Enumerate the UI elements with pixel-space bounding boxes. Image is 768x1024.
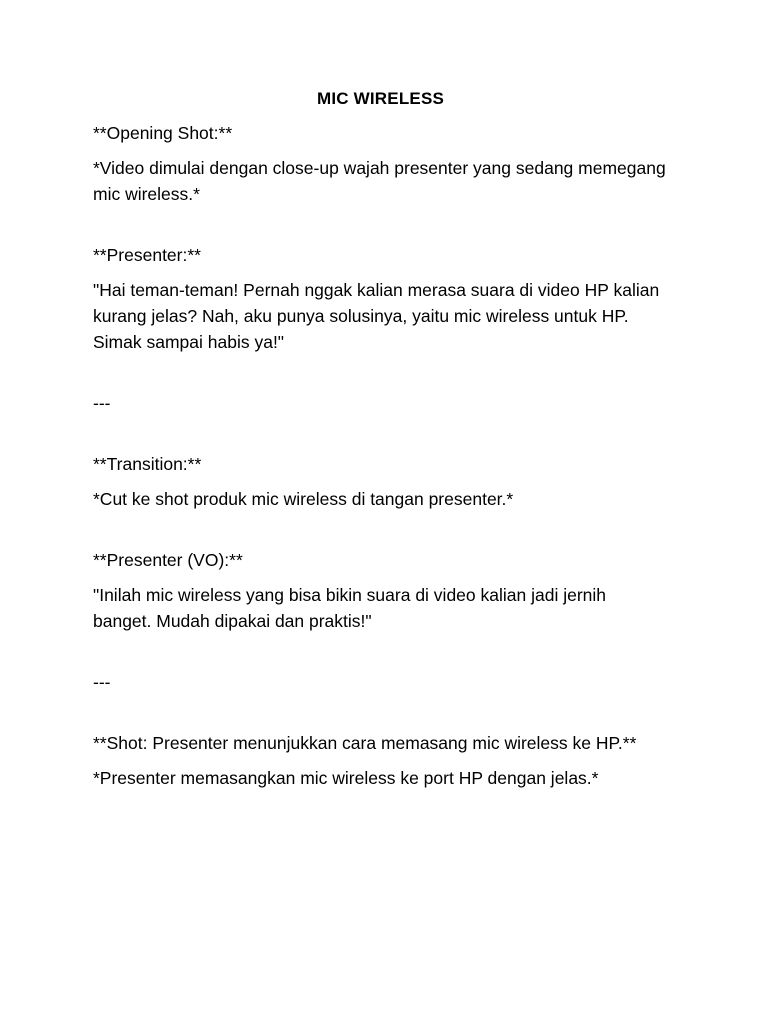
blank-line [93,704,668,730]
blank-line [93,425,668,451]
blank-line [93,216,668,242]
separator-line: --- [93,672,111,692]
blank-line [93,364,668,390]
transition-heading: **Transition:** [93,454,202,474]
presenter-vo-text: "Inilah mic wireless yang bisa bikin suara di video kalian jadi jernih banget. Mudah dipakai dan praktis!" [93,585,611,631]
shot-text: *Presenter memasangkan mic wireless ke port HP dengan jelas.* [93,768,599,788]
transition-text: *Cut ke shot produk mic wireless di tangan presenter.* [93,489,514,509]
presenter-heading: **Presenter:** [93,245,201,265]
separator-line: --- [93,393,111,413]
presenter-text: "Hai teman-teman! Pernah nggak kalian merasa suara di video HP kalian kurang jelas? Nah, aku punya solusinya, yaitu mic wireless untuk HP. Simak sampai habis ya!" [93,280,665,352]
opening-shot-text: *Video dimulai dengan close-up wajah presenter yang sedang memegang mic wireless.* [93,158,671,204]
document-title: MIC WIRELESS [316,89,445,108]
opening-shot-heading: **Opening Shot:** [93,123,233,143]
blank-line [93,643,668,669]
presenter-vo-heading: **Presenter (VO):** [93,550,243,570]
shot-heading: **Shot: Presenter menunjukkan cara memasang mic wireless ke HP.** [93,733,637,753]
document-body [93,86,671,800]
blank-line [93,521,668,547]
